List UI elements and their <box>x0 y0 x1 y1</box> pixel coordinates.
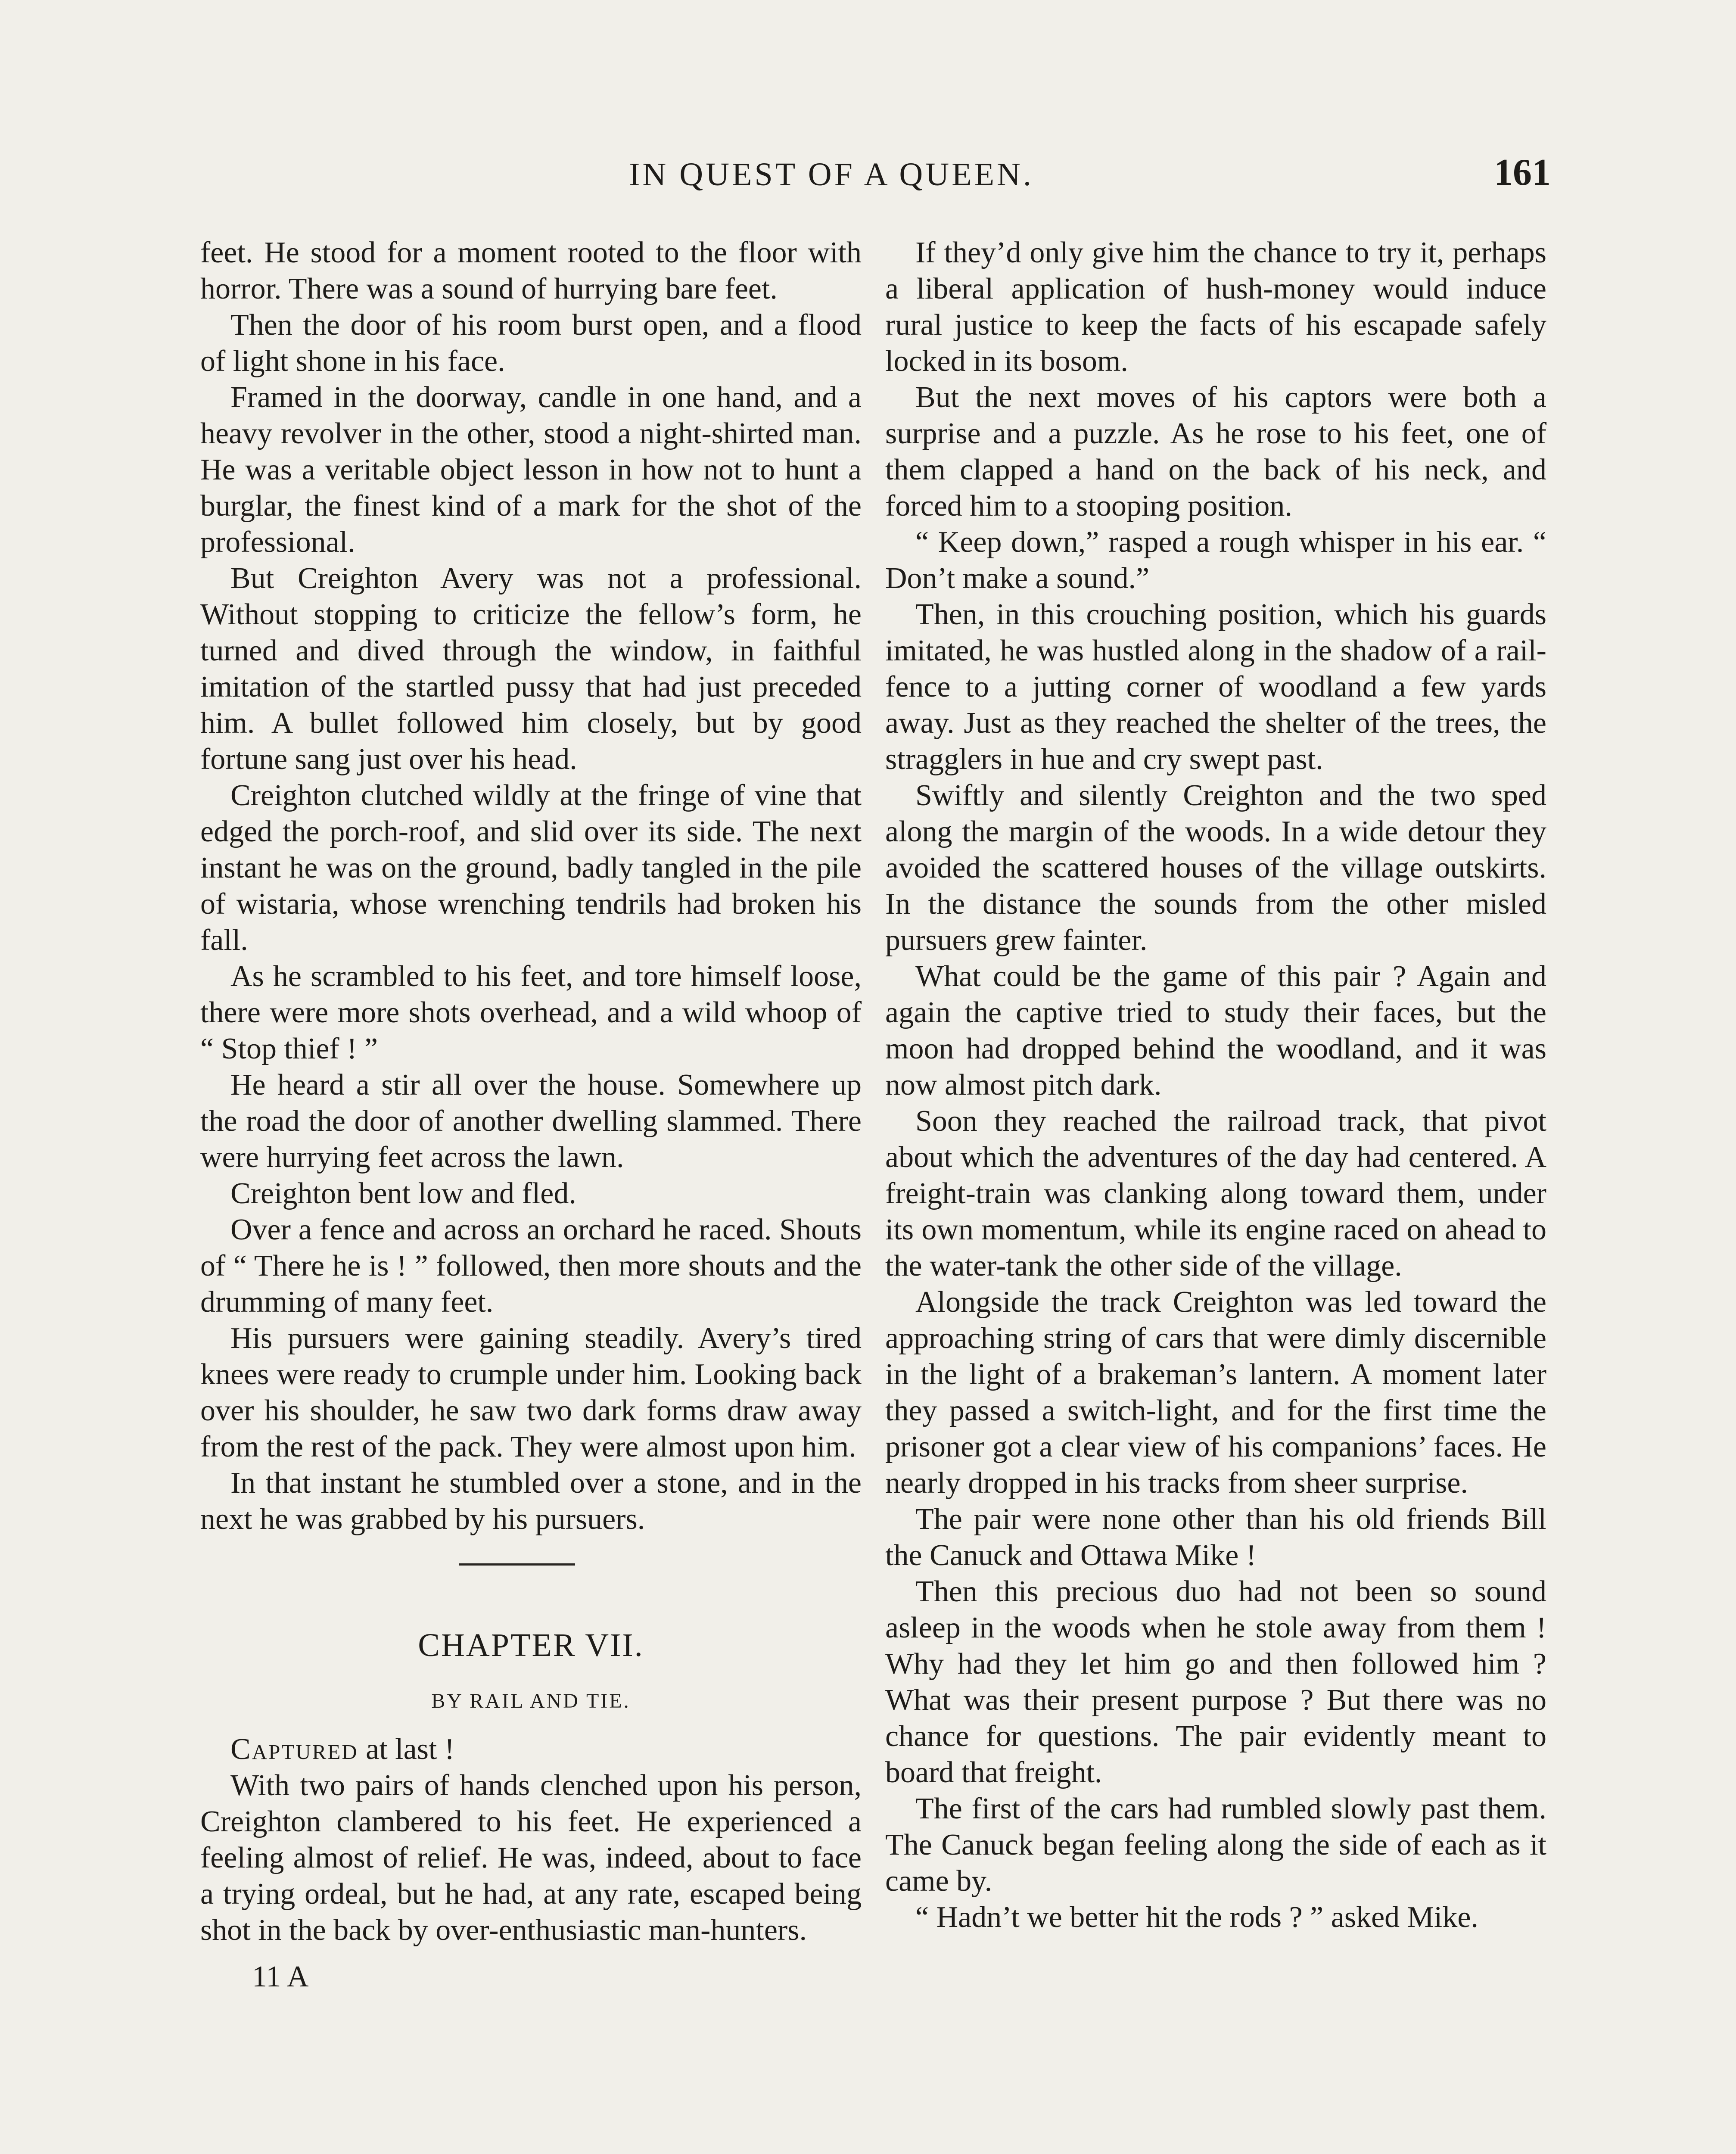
left-column <box>200 235 862 1995</box>
paragraph: In that instant he stumbled over a stone, and in the next he was grabbed by his pursuers. <box>200 1466 862 1536</box>
paragraph: If they’d only give him the chance to try it, perhaps a liberal application of hush-money would induce rural justice to keep the facts of his escapade safely locked in its bosom. <box>885 236 1546 378</box>
chapter-title: CHAPTER VII. <box>418 1627 644 1663</box>
signature-mark: 11 A <box>252 1960 309 1993</box>
divider-rule <box>459 1563 575 1566</box>
paragraph: But Creighton Avery was not a professional. Without stopping to criticize the fellow’s form, he turned and dived through the window, in faithful imitation of the startled pussy that had just preceded him. A bullet followed him closely, but by good fortune sang just over his head. <box>200 562 862 776</box>
page-number: 161 <box>1494 152 1551 193</box>
page-header <box>0 151 1736 207</box>
running-head: IN QUEST OF A QUEEN. <box>629 156 1034 193</box>
paragraph: Swiftly and silently Creighton and the two sped along the margin of the woods. In a wide detour they avoided the scattered houses of the village outskirts. In the distance the sounds from the other misled pursuers grew fainter. <box>885 779 1546 957</box>
chapter-first-rest: at last ! <box>358 1733 455 1766</box>
paragraph: Then, in this crouching position, which his guards imitated, he was hustled along in the shadow of a rail-fence to a jutting corner of woodland a few yards away. Just as they reached the shelter of the trees, the stragglers in hue and cry swept past. <box>885 598 1546 776</box>
chapter-first-word: Captured <box>230 1733 358 1766</box>
right-column <box>885 235 1546 1936</box>
paragraph: feet. He stood for a moment rooted to the floor with horror. There was a sound of hurrying bare feet. <box>200 236 862 305</box>
paragraph: Alongside the track Creighton was led toward the approaching string of cars that were dimly discernible in the light of a brakeman’s lantern. A moment later they passed a switch-light, and for the first time the prisoner got a clear view of his companions’ faces. He nearly dropped in his tracks from sheer surprise. <box>885 1286 1546 1500</box>
paragraph: Then this precious duo had not been so sound asleep in the woods when he stole away from them ! Why had they let him go and then followed him ? What was their present purpose ? But there was no chance for questions. The pair evidently meant to board that freight. <box>885 1575 1546 1789</box>
paragraph: With two pairs of hands clenched upon his person, Creighton clambered to his feet. He experienced a feeling almost of relief. He was, indeed, about to face a trying ordeal, but he had, at any rate, escaped being shot in the back by over-enthusiastic man-hunters. <box>200 1769 862 1947</box>
paragraph: He heard a stir all over the house. Somewhere up the road the door of another dwelling slammed. There were hurrying feet across the lawn. <box>200 1068 862 1174</box>
paragraph: What could be the game of this pair ? Again and again the captive tried to study their faces, but the moon had dropped behind the woodland, and it was now almost pitch dark. <box>885 960 1546 1102</box>
paragraph: His pursuers were gaining steadily. Avery’s tired knees were ready to crumple under him. Looking back over his shoulder, he saw two dark forms draw away from the rest of the pack. They were almost upon him. <box>200 1322 862 1463</box>
paragraph: “ Keep down,” rasped a rough whisper in his ear. “ Don’t make a sound.” <box>885 526 1546 595</box>
paragraph: “ Hadn’t we better hit the rods ? ” asked Mike. <box>915 1901 1478 1934</box>
paragraph: The first of the cars had rumbled slowly past them. The Canuck began feeling along the side of each as it came by. <box>885 1792 1546 1898</box>
paragraph: Framed in the doorway, candle in one hand, and a heavy revolver in the other, stood a night-shirted man. He was a veritable object lesson in how not to hunt a burglar, the finest kind of a mark for the shot of the professional. <box>200 381 862 559</box>
paragraph: Then the door of his room burst open, and a flood of light shone in his face. <box>200 308 862 378</box>
paragraph: Over a fence and across an orchard he raced. Shouts of “ There he is ! ” followed, then more shouts and the drumming of many feet. <box>200 1213 862 1319</box>
paragraph: Creighton bent low and fled. <box>230 1177 576 1210</box>
section-divider <box>200 1538 862 1602</box>
paragraph: Creighton clutched wildly at the fringe of vine that edged the porch-roof, and slid over its side. The next instant he was on the ground, badly tangled in the pile of wistaria, whose wrenching tendrils had broken his fall. <box>200 779 862 957</box>
paragraph: But the next moves of his captors were both a surprise and a puzzle. As he rose to his feet, one of them clapped a hand on the back of his neck, and forced him to a stooping position. <box>885 381 1546 523</box>
paragraph: Soon they reached the railroad track, that pivot about which the adventures of the day had centered. A freight-train was clanking along toward them, under its own momentum, while its engine raced on ahead to the water-tank the other side of the village. <box>885 1105 1546 1282</box>
paragraph: As he scrambled to his feet, and tore himself loose, there were more shots overhead, and a wild whoop of “ Stop thief ! ” <box>200 960 862 1065</box>
chapter-opening-paragraph <box>200 1731 862 1768</box>
paragraph: The pair were none other than his old friends Bill the Canuck and Ottawa Mike ! <box>885 1503 1546 1572</box>
chapter-subtitle: BY RAIL AND TIE. <box>431 1690 631 1712</box>
